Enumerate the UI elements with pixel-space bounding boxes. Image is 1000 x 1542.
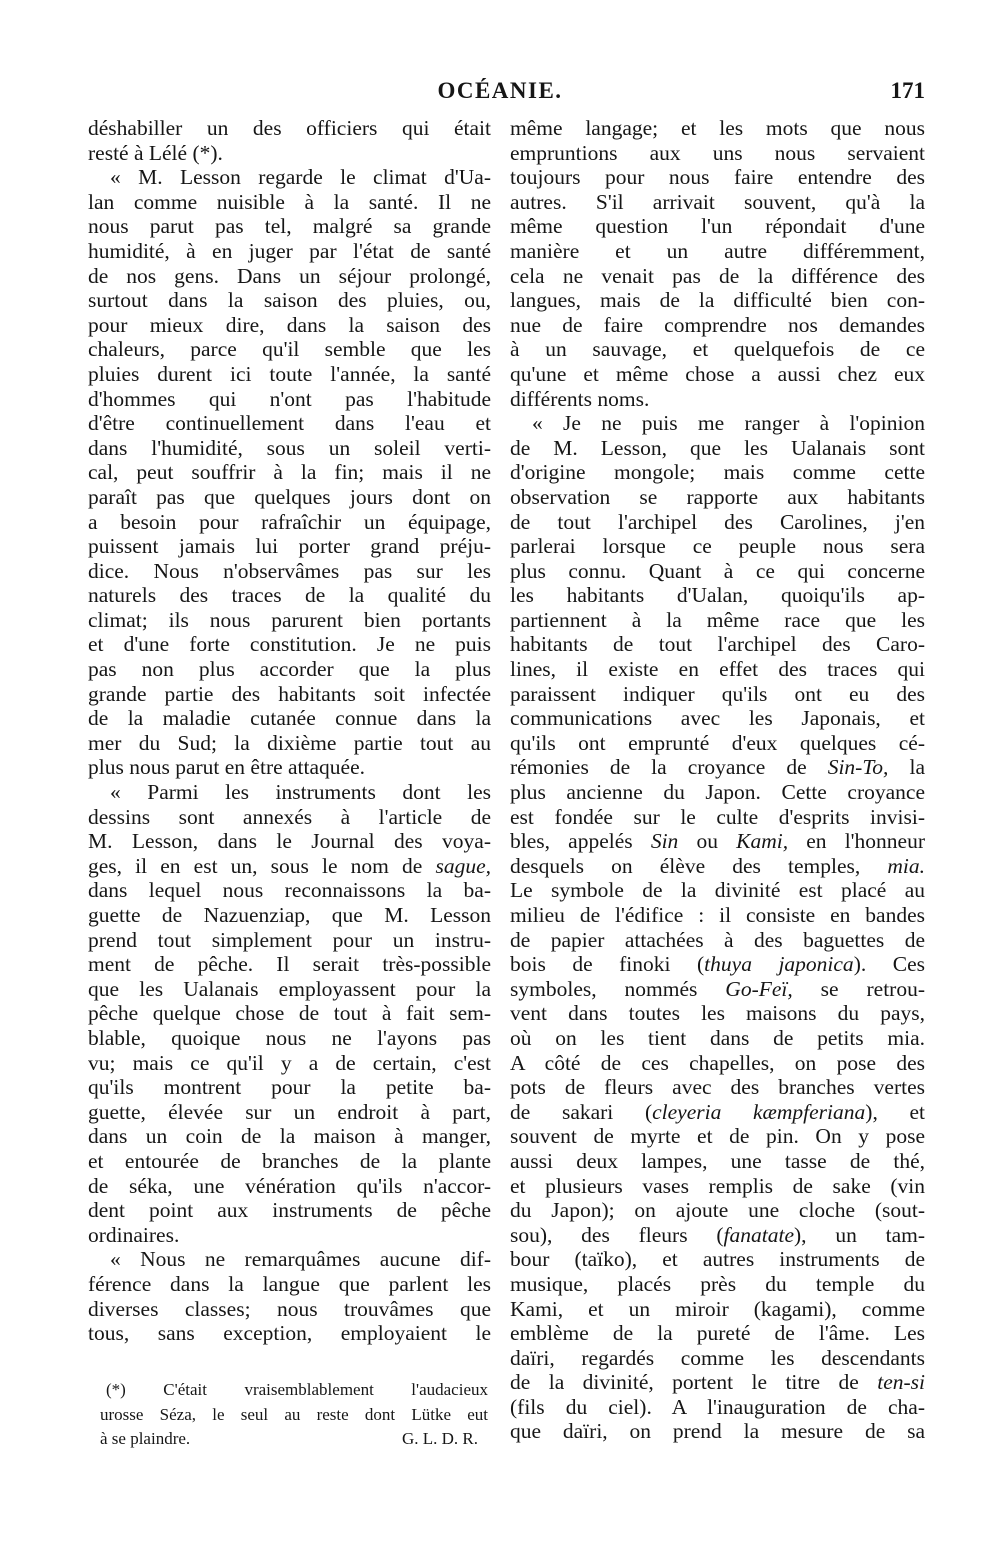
text-line <box>88 780 491 805</box>
text-segment: chaleurs, parce qu'il semble que les <box>88 337 491 362</box>
text-line <box>510 977 925 1002</box>
italic-text: thuya japonica <box>704 952 854 977</box>
text-segment: Le symbole de la divinité est placé au <box>510 878 925 903</box>
text-line <box>510 583 925 608</box>
italic-text: Sin-To, <box>827 755 889 780</box>
text-line <box>88 755 491 780</box>
text-segment: climat; ils nous parurent bien portants <box>88 607 491 632</box>
text-line <box>510 706 925 731</box>
text-line <box>88 436 491 461</box>
text-line <box>510 1198 925 1223</box>
text-segment: d'être continuellement dans l'eau et <box>88 411 491 436</box>
text-segment: manière et un autre différemment, <box>510 238 925 263</box>
text-line <box>510 1051 925 1076</box>
text-line <box>88 608 491 633</box>
text-segment: « M. Lesson regarde le climat d'Ua- <box>110 165 491 190</box>
text-line <box>510 141 925 166</box>
text-segment: tous, sans exception, employaient le <box>88 1321 491 1346</box>
text-line <box>510 1370 925 1395</box>
text-line <box>88 977 491 1002</box>
text-line <box>88 1297 491 1322</box>
text-segment: guette, élevée sur un endroit à part, <box>88 1099 491 1124</box>
text-segment: qu'une et même chose a aussi chez eux <box>510 361 925 386</box>
text-line <box>510 682 925 707</box>
text-segment: dice. Nous n'observâmes pas sur les <box>88 558 491 583</box>
text-line <box>88 460 491 485</box>
text-segment: pour mieux dire, dans la saison des <box>88 312 491 337</box>
text-segment: partiennent à la même race que les <box>510 607 925 632</box>
text-line <box>510 165 925 190</box>
text-segment: Kami, et un miroir (kagami), comme <box>510 1296 925 1321</box>
text-segment: guette de Nazuenziap, que M. Lesson <box>88 903 491 927</box>
text-segment: A côté de ces chapelles, on pose des <box>510 1050 925 1075</box>
text-line <box>88 313 491 338</box>
footnote-text: à se plaindre. <box>100 1429 191 1449</box>
text-line <box>88 1272 491 1297</box>
italic-text: Sin <box>650 829 679 854</box>
italic-text: cleyeria kæmpferiana <box>652 1099 866 1124</box>
footnote-line <box>100 1427 488 1452</box>
text-line <box>88 288 491 313</box>
text-segment: plus ancienne du Japon. Cette croyance <box>510 780 925 805</box>
text-segment: ), un tam- <box>794 1222 925 1247</box>
text-line <box>88 731 491 756</box>
text-segment: dent point aux instruments de pêche <box>88 1198 491 1223</box>
text-line <box>510 337 925 362</box>
text-line <box>510 460 925 485</box>
text-segment: pots de fleurs avec des branches vertes <box>510 1075 925 1100</box>
text-segment: paraît pas que quelques jours dont on <box>88 484 491 509</box>
text-line <box>88 1198 491 1223</box>
text-segment: de séka, une vénération qu'ils n'accor- <box>88 1173 491 1198</box>
text-segment: ). Ces <box>853 952 925 977</box>
text-segment: mer du Sud; la dixième partie tout au <box>88 730 491 755</box>
text-line <box>510 1321 925 1346</box>
text-line <box>88 387 491 412</box>
text-line <box>510 534 925 559</box>
text-segment: diverses classes; nous trouvâmes que <box>88 1296 491 1321</box>
text-line <box>510 1075 925 1100</box>
text-segment: ges, il en est un, sous le nom de <box>88 853 436 878</box>
text-line <box>510 362 925 387</box>
text-segment: surtout dans la saison des pluies, ou, <box>88 288 491 313</box>
text-segment: (fils du ciel). A l'inauguration de cha- <box>510 1394 925 1419</box>
left-column <box>88 116 491 1346</box>
text-segment: resté à Lélé (*). <box>88 140 223 165</box>
text-line <box>88 928 491 953</box>
text-line <box>510 288 925 313</box>
text-line <box>88 534 491 559</box>
text-segment: pas non plus accorder que la plus <box>88 657 491 682</box>
text-line <box>88 141 491 166</box>
text-line <box>88 559 491 584</box>
text-line <box>510 1297 925 1322</box>
italic-text: Kami, <box>736 829 789 854</box>
text-segment: qu'ils montrent pour la petite ba- <box>88 1075 491 1100</box>
text-segment: déshabiller un des officiers qui était <box>88 116 491 140</box>
text-line <box>510 780 925 805</box>
text-line <box>510 608 925 633</box>
text-segment: ment de pêche. Il serait très-possible <box>88 952 491 977</box>
text-line <box>88 805 491 830</box>
text-segment: « Nous ne remarquâmes aucune dif- <box>110 1247 491 1272</box>
text-line <box>510 952 925 977</box>
text-segment: souvent de myrte et de pin. On y pose <box>510 1124 925 1149</box>
text-segment: de papier attachées à des baguettes de <box>510 927 925 952</box>
text-line <box>510 878 925 903</box>
text-segment: plus connu. Quant à ce qui concerne <box>510 558 925 583</box>
text-segment: langues, mais de la difficulté bien con- <box>510 288 925 313</box>
text-line <box>88 632 491 657</box>
text-line <box>510 1346 925 1371</box>
text-line <box>88 682 491 707</box>
text-line <box>88 1026 491 1051</box>
text-line <box>510 559 925 584</box>
text-segment: communications avec les Japonais, et <box>510 706 925 731</box>
text-segment: de sakari ( <box>510 1099 653 1124</box>
text-line <box>88 1075 491 1100</box>
text-segment: les habitants d'Ualan, quoiqu'ils ap- <box>510 583 925 608</box>
text-segment: de la divinité, portent le titre de <box>510 1370 878 1395</box>
text-line <box>88 411 491 436</box>
text-segment: et plusieurs vases remplis de sake (vin <box>510 1173 925 1198</box>
text-segment: même question l'un répondait d'une <box>510 214 925 239</box>
text-line <box>510 903 925 928</box>
text-line <box>88 214 491 239</box>
text-line <box>88 1051 491 1076</box>
running-header-title: OCÉANIE. <box>437 78 563 103</box>
text-segment: pêche quelque chose de tout à fait sem- <box>88 1001 491 1026</box>
text-segment: plus nous parut en être attaquée. <box>88 755 366 780</box>
text-line <box>510 632 925 657</box>
text-segment: et entourée de branches de la plante <box>88 1148 491 1173</box>
text-line <box>88 706 491 731</box>
text-segment: a besoin pour rafraîchir un équipage, <box>88 509 491 534</box>
text-segment: observation se rapporte aux habitants <box>510 484 925 509</box>
text-line <box>510 657 925 682</box>
text-segment: « Parmi les instruments dont les <box>110 780 491 805</box>
text-segment: dans un coin de la maison à manger, <box>88 1124 491 1149</box>
text-line <box>510 1124 925 1149</box>
text-segment: M. Lesson, dans le Journal des voya- <box>88 829 491 854</box>
text-segment: naturels des traces de la qualité du <box>88 583 491 608</box>
text-segment: d'hommes qui n'ont pas l'habitude <box>88 386 491 411</box>
text-segment: que daïri, on prend la mesure de sa <box>510 1419 925 1444</box>
footnote-line: (*) C'était vraisemblablement l'audacieux <box>106 1380 488 1399</box>
text-segment: puissent jamais lui porter grand préju- <box>88 534 491 559</box>
text-segment: paraissent indiquer qu'ils ont eu des <box>510 681 925 706</box>
text-segment: symboles, nommés <box>510 976 726 1001</box>
text-segment: bour (taïko), et autres instruments de <box>510 1247 925 1272</box>
text-segment: férence dans la langue que parlent les <box>88 1271 491 1296</box>
text-line <box>88 190 491 215</box>
text-line <box>510 1223 925 1248</box>
text-segment: « Je ne puis me ranger à l'opinion <box>532 411 925 436</box>
text-line <box>510 1247 925 1272</box>
text-line <box>510 1272 925 1297</box>
text-segment: ou <box>678 829 737 854</box>
text-segment: lines, il existe en effet des traces qui <box>510 657 925 682</box>
text-line <box>510 1149 925 1174</box>
text-segment: aussi deux lampes, une tasse de thé, <box>510 1148 925 1173</box>
text-segment: de M. Lesson, que les Ualanais sont <box>510 435 925 460</box>
text-line <box>510 116 925 141</box>
text-line <box>510 1026 925 1051</box>
page-number: 171 <box>890 78 925 103</box>
text-segment: toujours pour nous faire entendre des <box>510 165 925 190</box>
text-segment: habitants de tout l'archipel des Caro- <box>510 632 925 657</box>
text-segment: humidité, à en juger par l'état de santé <box>88 238 491 263</box>
text-segment: de nos gens. Dans un séjour prolongé, <box>88 263 491 288</box>
text-segment: pluies durent ici toute l'année, la santé <box>88 361 491 386</box>
text-segment: d'origine mongole; mais comme cette <box>510 460 925 485</box>
text-segment: autres. S'il arrivait souvent, qu'à la <box>510 189 925 214</box>
text-segment: nue de faire comprendre nos demandes <box>510 312 925 337</box>
text-segment: même langage; et les mots que nous <box>510 116 925 140</box>
text-line <box>510 854 925 879</box>
text-segment: de la maladie cutanée connue dans la <box>88 706 491 731</box>
text-line <box>510 190 925 215</box>
text-segment: dessins sont annexés à l'article de <box>88 804 491 829</box>
text-segment: et d'une forte constitution. Je ne puis <box>88 632 491 657</box>
text-line <box>88 337 491 362</box>
italic-text: sague, <box>435 853 491 878</box>
text-segment: ), et <box>865 1099 925 1124</box>
footnote-line: urosse Séza, le seul au reste dont Lütke eut <box>100 1404 488 1424</box>
text-line <box>88 485 491 510</box>
text-line <box>88 952 491 977</box>
text-line <box>510 731 925 756</box>
text-segment: vu; mais ce qu'il y a de certain, c'est <box>88 1050 491 1075</box>
text-line <box>88 1149 491 1174</box>
text-segment: différents noms. <box>510 386 650 411</box>
text-line <box>88 116 491 141</box>
text-line <box>510 805 925 830</box>
text-segment: à un sauvage, et quelquefois de ce <box>510 337 925 362</box>
text-segment: dans l'humidité, sous un soleil verti- <box>88 435 491 460</box>
text-line <box>510 1001 925 1026</box>
text-segment: empruntions aux uns nous servaient <box>510 140 925 165</box>
right-column <box>510 116 925 1444</box>
text-segment: sou), des fleurs ( <box>510 1222 724 1247</box>
text-line <box>88 583 491 608</box>
footnote-signature: G. L. D. R. <box>401 1429 478 1449</box>
text-line <box>88 1001 491 1026</box>
text-line <box>510 1174 925 1199</box>
text-line <box>88 878 491 903</box>
text-line <box>88 1100 491 1125</box>
footnote <box>100 1378 488 1452</box>
text-line <box>510 313 925 338</box>
text-segment: que les Ualanais employassent pour la <box>88 976 491 1001</box>
text-segment: où on les tient dans de petits mia. <box>510 1025 925 1050</box>
italic-text: mia. <box>887 853 925 878</box>
text-line <box>510 1419 925 1444</box>
text-line <box>510 387 925 412</box>
text-line <box>510 485 925 510</box>
text-segment: musique, placés près du temple du <box>510 1271 925 1296</box>
text-segment: vent dans toutes les maisons du pays, <box>510 1001 925 1026</box>
text-segment: qu'ils ont emprunté d'eux quelques cé- <box>510 730 925 755</box>
text-line <box>88 903 491 928</box>
text-line <box>510 1100 925 1125</box>
text-segment: se retrou- <box>792 976 925 1001</box>
text-segment: desquels on élève des temples, <box>510 853 888 878</box>
text-line <box>88 829 491 854</box>
text-line <box>510 214 925 239</box>
text-segment: nous parut pas tel, malgré sa grande <box>88 214 491 239</box>
text-segment: blable, quoique nous ne l'ayons pas <box>88 1025 491 1050</box>
text-segment: la <box>888 755 925 780</box>
text-line <box>88 239 491 264</box>
text-segment: en l'honneur <box>788 829 926 854</box>
text-segment: est fondée sur le culte d'esprits invisi- <box>510 804 925 829</box>
text-line <box>510 1395 925 1420</box>
text-segment: emblème de la pureté de l'âme. Les <box>510 1321 925 1346</box>
text-line <box>510 239 925 264</box>
text-line <box>88 264 491 289</box>
text-segment: bois de finoki ( <box>510 952 705 977</box>
text-line <box>88 1174 491 1199</box>
text-line <box>88 165 491 190</box>
text-segment: ordinaires. <box>88 1222 180 1247</box>
text-line <box>88 1247 491 1272</box>
text-line <box>510 411 925 436</box>
text-line <box>510 829 925 854</box>
italic-text: ten-si <box>877 1370 925 1395</box>
italic-text: Go-Feï, <box>725 976 793 1001</box>
text-line <box>88 510 491 535</box>
text-segment: milieu de l'édifice : il consiste en bandes <box>510 903 925 927</box>
italic-text: fanatate <box>723 1222 794 1247</box>
text-segment: grande partie des habitants soit infectée <box>88 681 491 706</box>
text-line <box>88 1223 491 1248</box>
text-line <box>88 362 491 387</box>
text-line <box>510 755 925 780</box>
text-line <box>510 510 925 535</box>
text-segment: prend tout simplement pour un instru- <box>88 927 491 952</box>
text-segment: parlerai lorsque ce peuple nous sera <box>510 534 925 559</box>
text-segment: cela ne venait pas de la différence des <box>510 263 925 288</box>
text-segment: rémonies de la croyance de <box>510 755 828 780</box>
text-line <box>88 854 491 879</box>
text-line <box>510 928 925 953</box>
text-segment: de tout l'archipel des Carolines, j'en <box>510 509 925 534</box>
text-segment: bles, appelés <box>510 829 651 854</box>
text-line <box>88 1124 491 1149</box>
text-segment: lan comme nuisible à la santé. Il ne <box>88 189 491 214</box>
text-segment: dans lequel nous reconnaissons la ba- <box>88 878 491 903</box>
text-segment: cal, peut souffrir à la fin; mais il ne <box>88 460 491 485</box>
text-line <box>88 1321 491 1346</box>
text-segment: du Japon); on ajoute une cloche (sout- <box>510 1198 925 1223</box>
text-line <box>88 657 491 682</box>
text-segment: daïri, regardés comme les descendants <box>510 1345 925 1370</box>
text-line <box>510 436 925 461</box>
text-line <box>510 264 925 289</box>
